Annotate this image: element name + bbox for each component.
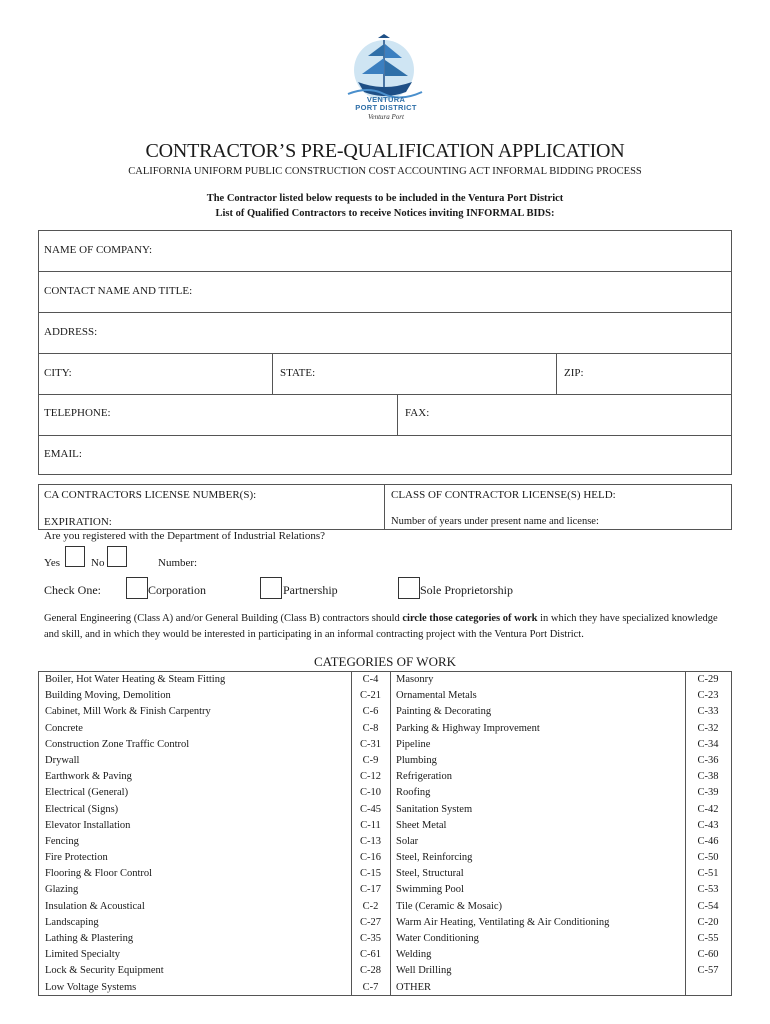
city-field[interactable]: CITY: [44,367,72,379]
category-code: C-12 [360,771,381,783]
category-code: C-27 [360,916,381,928]
instructions-paragraph: General Engineering (Class A) and/or General Building (Class B) contractors should circle those categories of work in which they have specialized knowledge and skill, and in which they would be interested in participating in an informal contracting project with the Ventura Port District. [44,613,718,640]
category-name[interactable]: Electrical (Signs) [45,803,119,815]
partnership-label: Partnership [283,583,338,597]
license-number-field[interactable]: CA CONTRACTORS LICENSE NUMBER(S): [44,489,257,501]
category-code: C-10 [360,787,381,799]
category-code: C-35 [360,933,381,944]
category-name[interactable]: Concrete [45,722,83,734]
email-field[interactable]: EMAIL: [44,448,82,460]
category-name[interactable]: Building Moving, Demolition [45,690,171,702]
years-field[interactable]: Number of years under present name and license: [391,516,599,527]
logo-signature: Ventura Port [368,113,404,121]
category-code: C-23 [697,690,719,702]
category-name[interactable]: Steel, Reinforcing [396,852,473,864]
category-code: C-61 [360,949,381,961]
category-name[interactable]: Well Drilling [396,965,452,977]
category-name[interactable]: Warm Air Heating, Ventilating & Air Conditioning [396,916,610,928]
category-name[interactable]: Pipeline [396,738,431,750]
categories-table [38,671,732,996]
category-name[interactable]: Electrical (General) [45,787,129,799]
category-code: C-28 [360,965,381,977]
category-name[interactable]: Lock & Security Equipment [45,965,164,977]
category-name[interactable]: Ornamental Metals [396,690,477,702]
category-code: C-33 [697,706,719,718]
corporation-checkbox[interactable] [126,577,148,599]
category-code: C-60 [697,949,719,961]
category-code: C-15 [360,868,381,880]
category-code: C-55 [697,933,719,944]
category-name[interactable]: Lathing & Plastering [45,933,134,944]
category-code [685,980,731,996]
category-name[interactable]: Roofing [396,787,431,799]
category-name[interactable]: Painting & Decorating [396,706,492,718]
category-code: C-31 [360,738,381,750]
category-code: C-51 [697,868,719,880]
category-name[interactable]: Water Conditioning [396,933,479,944]
category-name[interactable]: Earthwork & Paving [45,771,132,783]
category-code: C-11 [360,819,381,831]
category-code: C-2 [362,900,379,912]
telephone-field[interactable]: TELEPHONE: [44,407,111,419]
category-code: C-21 [360,690,381,702]
category-code: C-20 [697,916,719,928]
category-name[interactable]: Insulation & Acoustical [45,900,145,912]
category-code: C-45 [360,803,381,815]
dir-question: Are you registered with the Department of Industrial Relations? [44,530,326,542]
category-code: C-46 [697,835,719,847]
category-name[interactable]: Fencing [45,835,79,847]
category-code: C-42 [697,803,719,815]
category-name[interactable]: Swimming Pool [396,884,464,896]
category-code: C-36 [697,754,719,766]
category-name[interactable]: Flooring & Floor Control [45,868,153,880]
sole-proprietorship-checkbox[interactable] [398,577,420,599]
category-code: C-4 [362,674,379,685]
category-code: C-7 [362,981,379,993]
company-name-field[interactable]: NAME OF COMPANY: [44,244,152,256]
license-class-field[interactable]: CLASS OF CONTRACTOR LICENSE(S) HELD: [391,489,616,501]
category-code: C-34 [697,738,719,750]
expiration-field[interactable]: EXPIRATION: [44,516,112,528]
partnership-checkbox[interactable] [260,577,282,599]
category-code: C-16 [360,852,381,864]
category-name[interactable]: OTHER [396,981,431,993]
category-name[interactable]: Sanitation System [396,803,473,815]
address-field[interactable]: ADDRESS: [44,326,98,338]
category-code: C-43 [697,819,719,831]
category-name[interactable]: Elevator Installation [45,819,131,831]
category-code: C-13 [360,835,381,847]
category-name[interactable]: Limited Specialty [45,949,120,961]
category-name[interactable]: Refrigeration [396,771,452,783]
category-name[interactable]: Masonry [396,674,434,685]
category-name[interactable]: Glazing [45,884,79,896]
category-code: C-57 [697,965,719,977]
intro-text: The Contractor listed below requests to be included in the Ventura Port District List of Qualified Contractors to receive Notices inviting INFORMAL BIDS: [206,193,564,219]
category-code: C-8 [362,722,379,734]
category-name[interactable]: Drywall [45,754,80,766]
category-name[interactable]: Tile (Ceramic & Mosaic) [396,900,503,912]
category-name[interactable]: Cabinet, Mill Work & Finish Carpentry [45,706,211,718]
page-title: CONTRACTOR’S PRE-QUALIFICATION APPLICATION [145,140,625,162]
category-code: C-53 [697,884,719,896]
dir-no-label: No [91,557,105,569]
category-name[interactable]: Welding [396,949,432,961]
category-name[interactable]: Plumbing [396,754,437,766]
zip-field[interactable]: ZIP: [564,367,584,379]
category-code: C-29 [697,674,719,685]
category-name[interactable]: Landscaping [45,916,99,928]
category-code: C-6 [362,706,379,718]
category-name[interactable]: Steel, Structural [396,868,464,880]
category-code: C-54 [697,900,719,912]
dir-number-field[interactable]: Number: [158,557,198,569]
category-code: C-32 [697,722,719,734]
category-code: C-39 [697,787,719,799]
category-name[interactable]: Construction Zone Traffic Control [45,738,190,750]
contact-name-field[interactable]: CONTACT NAME AND TITLE: [44,285,193,297]
logo-text: VENTURA PORT DISTRICT [355,95,417,112]
category-code: C-9 [362,754,379,766]
sole-proprietorship-label: Sole Proprietorship [420,583,513,597]
page-subtitle: CALIFORNIA UNIFORM PUBLIC CONSTRUCTION COST ACCOUNTING ACT INFORMAL BIDDING PROCESS [128,166,642,177]
dir-no-checkbox[interactable] [107,546,127,567]
state-field[interactable]: STATE: [280,367,316,379]
check-one-label: Check One: [44,583,101,597]
dir-yes-label: Yes [44,557,61,569]
category-name[interactable]: Low Voltage Systems [45,981,137,993]
category-code: C-17 [360,884,381,896]
categories-title: CATEGORIES OF WORK [313,654,457,669]
category-code: C-38 [697,771,719,783]
dir-yes-checkbox[interactable] [65,546,85,567]
category-name[interactable]: Fire Protection [45,852,108,864]
category-code: C-50 [697,852,719,864]
category-name[interactable]: Parking & Highway Improvement [396,722,540,734]
category-name[interactable]: Sheet Metal [396,819,447,831]
fax-field[interactable]: FAX: [405,407,430,419]
category-name[interactable]: Solar [396,835,419,847]
category-name[interactable]: Boiler, Hot Water Heating & Steam Fitting [45,674,226,685]
corporation-label: Corporation [148,583,206,597]
